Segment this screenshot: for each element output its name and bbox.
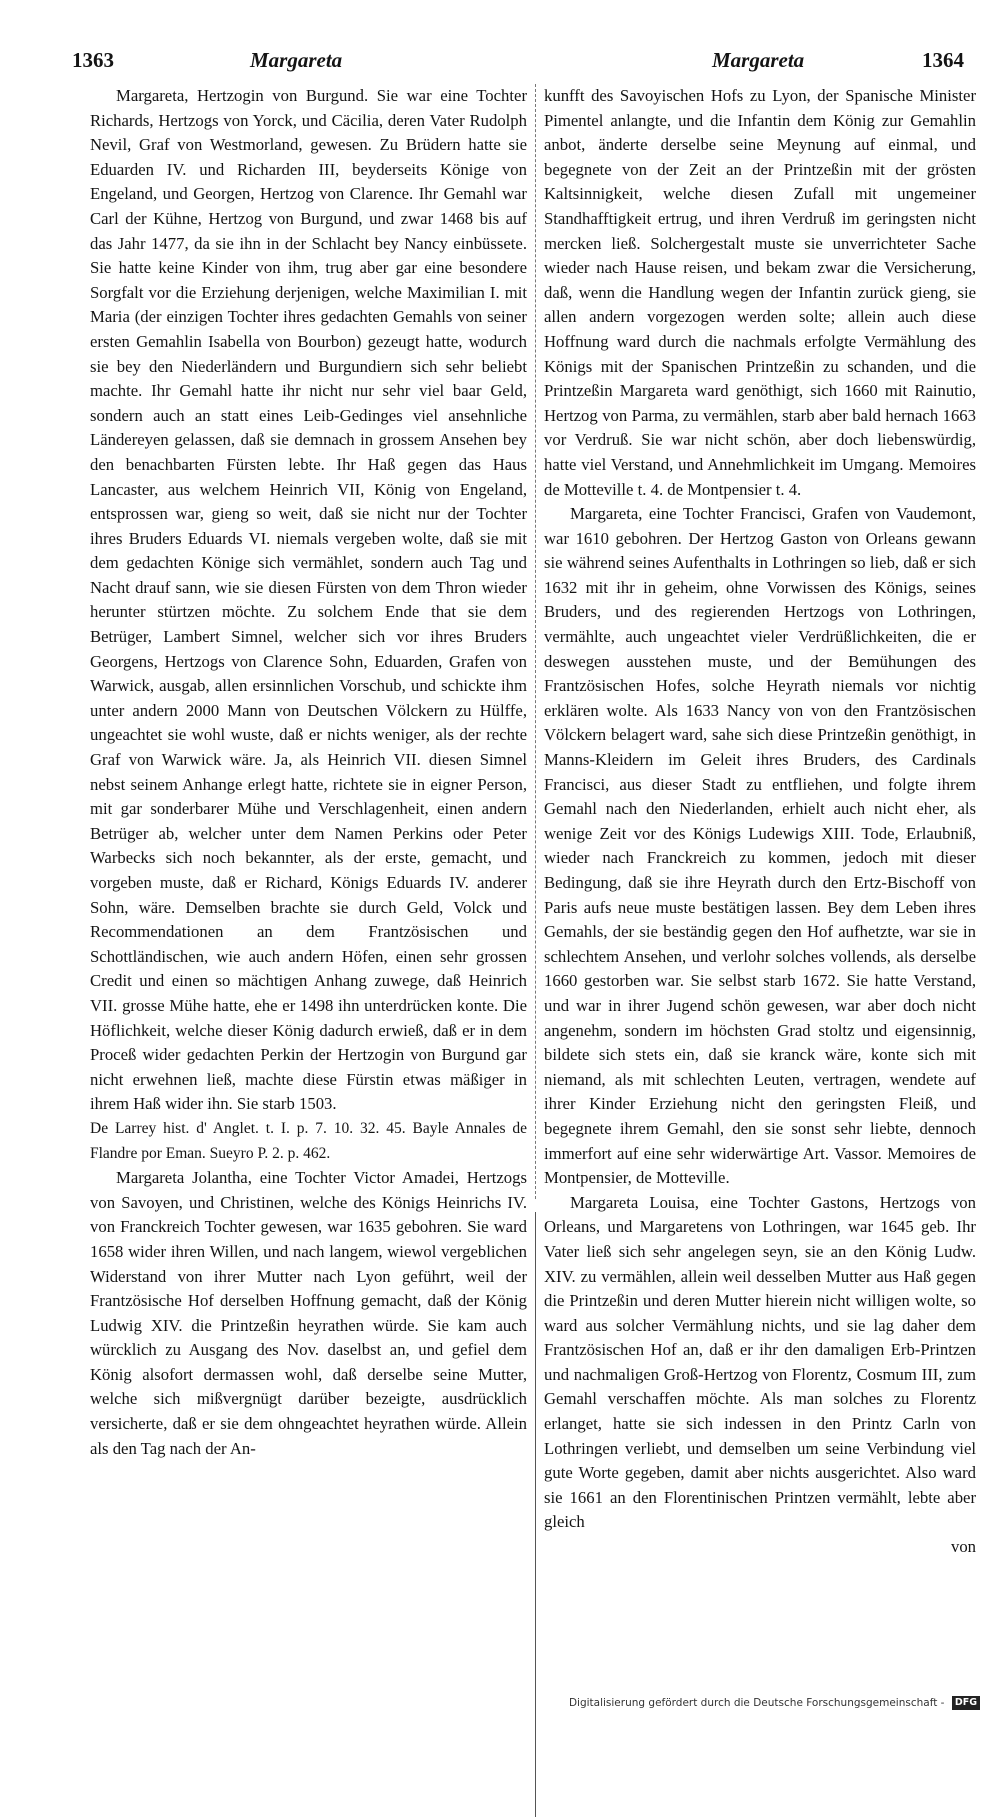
- running-head: [72, 48, 964, 78]
- column-divider: [535, 1212, 536, 1817]
- entry-continuation: kunfft des Savoyischen Hofs zu Lyon, der Spanische Minister Pimentel anlangte, und die Infantin dem König zur Gemahlin anbot, änderte derselbe seine Meynung auf einmal, und begegnete von der Zeit an der Printzeßin mit der grösten Kaltsinnigkeit, welche diesen Zufall mit ungemeiner Standhafftigkeit ertrug, und ihren Verdruß im geringsten nicht mercken ließ. Solchergestalt muste sie unverrichteter Sache wieder nach Hause reisen, und bekam zwar die Versicherung, daß, wenn die Handlung wegen der Infantin zurück gieng, sie allen andern vorgezogen werden solte; allein auch diese Hoffnung ward durch die nachmals erfolgte Vermählung des Königs mit der Spanischen Printzeßin zu schanden, und die Printzeßin Margareta ward genöthigt, sich 1660 mit Rainutio, Hertzog von Parma, zu vermählen, starb aber bald hernach 1663 vor Verdruß. Sie war nicht schön, aber doch liebenswürdig, hatte viel Verstand, und Annehmlichkeit im Umgang. Memoires de Motteville t. 4. de Montpensier t. 4.: [544, 86, 976, 499]
- digitization-footer: [560, 1696, 980, 1714]
- left-page-number: 1363: [72, 48, 114, 72]
- right-column: [544, 84, 976, 1560]
- footer-text: Digitalisierung gefördert durch die Deutsche Forschungsgemeinschaft -: [568, 1697, 945, 1709]
- entry-margareta-vaudemont: Margareta, eine Tochter Francisci, Grafen von Vaudemont, war 1610 gebohren. Der Hertzog Gaston von Orleans gewann sie während seines Aufenthalts in Lothringen so lieb, daß er sich 1632 mit ihr in geheim, ohne Vorwissen des Königs, seines Bruders, und des regierenden Hertzogs von Lothringen, vermählte, auch ungeachtet vieler Verdrüßlichkeiten, die er deswegen ausstehen muste, und der Bemühungen des Frantzösischen Hofes, solche Heyrath niemals vor nichtig erklären wolte. Als 1633 Nancy von von den Frantzösischen Völckern belagert ward, sahe sich diese Printzeßin genöthigt, in Manns-Kleidern im Geleit ihres Bruders, des Cardinals Francisci, aus dieser Stadt zu entfliehen, und folgte ihrem Gemahl nach den Niederlanden, erhielt auch nicht eher, als wenige Zeit vor des Königs Ludewigs XIII. Tode, Erlaubniß, wieder nach Franckreich zu kommen, jedoch mit dieser Bedingung, daß sie ihre Heyrath durch den Ertz-Bischoff von Paris aufs neue muste bestätigen lassen. Bey dem Leben ihres Gemahls, der sie beständig gegen den Hof aufhetzte, war sie in schlechtem Ansehen, und verlohr solches vollends, als derselbe 1660 gestorben war. Sie selbst starb 1672. Sie hatte Verstand, und war in ihrer Jugend schön gewesen, war aber doch nicht angenehm, sondern im höchsten Grad stoltz und eigensinnig, bildete sich stets ein, daß sie kranck wäre, konte sich mit niemand, als mit schlechten Leuten, vertragen, wendete auf ihrer Kinder Erziehung nicht den geringsten Fleiß, und begegnete ihrem Gemahl, den sie sonst sehr liebte, dennoch immerfort auf eine sehr widerwärtige Art. Vassor. Memoires de Montpensier, de Motteville.: [544, 504, 976, 1188]
- entry-source-reference: De Larrey hist. d' Anglet. t. I. p. 7. 10. 32. 45. Bayle Annales de Flandre por Eman. Sueyro P. 2. p. 462.: [90, 1119, 527, 1162]
- catchword: von: [950, 1537, 976, 1557]
- entry-margareta-burgund: Margareta, Hertzogin von Burgund. Sie war eine Tochter Richards, Hertzogs von Yorck, und Cäcilia, deren Vater Rudolph Nevil, Graf von Westmorland, gewesen. Zu Brüdern hatte sie Eduarden IV. und Richarden III, beyderseits Könige von Engeland, und Georgen, Hertzog von Clarence. Ihr Gemahl war Carl der Kühne, Hertzog von Burgund, und zwar 1468 bis auf das Jahr 1477, da sie ihn in der Schlacht bey Nancy einbüssete. Sie hatte keine Kinder von ihm, trug aber gar eine besondere Sorgfalt vor die Erziehung derjenigen, welche Maximilian I. mit Maria (der einzigen Tochter ihres gedachten Gemahls von seiner ersten Gemahlin Isabella von Bourbon) gezeugt hatte, wodurch sie bey den Niederländern und Burgundiern sich sehr beliebt machte. Ihr Gemahl hatte ihr nicht nur sehr viel baar Geld, sondern auch an statt eines Leib-Gedinges viel ansehnliche Ländereyen gelassen, daß sie demnach in grossem Ansehen bey den benachbarten Fürsten lebte. Ihr Haß gegen das Haus Lancaster, aus welchem Heinrich VII, König von Engeland, entsprossen war, gieng so weit, daß sie nicht nur der Tochter ihres Bruders Eduards VI. niemals vergeben wolte, daß sie mit dem gedachten Könige sich vermählet, sondern auch Tag und Nacht drauf sann, wie sie diesen Fürsten von dem Thron wieder herunter stürtzen möchte. Zu solchem Ende that sie dem Betrüger, Lambert Simnel, welcher sich vor ihres Bruders Georgens, Hertzogs von Clarence Sohn, Eduarden, Grafen von Warwick, ausgab, allen ersinnlichen Vorschub, und schickte ihm unter andern 2000 Mann von Deutschen Völckern zu Hülffe, ungeachtet sie wohl wuste, daß er nichts weniger, als der rechte Graf von Warwick wäre. Ja, als Heinrich VII. diesen Simnel nebst seinem Anhange erlegt hatte, richtete sie in eigner Person, mit gar sonderbarer Mühe und Verschlagenheit, einen andern Betrüger ab, welcher unter dem Namen Perkins oder Peter Warbecks sich noch bekannter, als der erste, gemacht, und vorgeben muste, daß er Richard, Königs Eduards IV. anderer Sohn, wäre. Demselben brachte sie durch Geld, Volck und Recommendationen an dem Frantzösischen und Schottländischen, wie auch andern Höfen, einen sehr grossen Credit und einen so mächtigen Anhang zuwege, daß Heinrich VII. grosse Mühe hatte, ehe er 1498 ihn unterdrücken konte. Die Höflichkeit, welche dieser König dadurch erwieß, daß er in dem Proceß wider gedachten Perkin der Hertzogin von Burgund gar nicht erwehnen ließ, machte diese Fürstin etwas mäßiger in ihrem Haß wider ihn. Sie starb 1503.: [90, 86, 527, 1114]
- right-page-number: 1364: [922, 48, 964, 72]
- dfg-logo: DFG: [952, 1696, 980, 1710]
- right-headword: Margareta: [712, 48, 805, 72]
- left-headword: Margareta: [250, 48, 343, 72]
- entry-margareta-jolantha: Margareta Jolantha, eine Tochter Victor Amadei, Hertzogs von Savoyen, und Christinen, welche des Königs Heinrichs IV. von Franckreich Tochter gewesen, war 1635 gebohren. Sie ward 1658 wider ihren Willen, und nach langem, wiewol vergeblichen Widerstand von ihrer Mutter nach Lyon geführt, weil der Frantzösische Hof derselben Hoffnung gemacht, daß der König Ludwig XIV. die Printzeßin heyrathen würde. Sie kam auch würcklich zu Ausgang des Nov. daselbst an, und gefiel dem König alsofort dermassen wohl, daß derselbe seine Mutter, welche sich mißvergnügt darüber bezeigte, ausdrücklich versicherte, daß er sie dem ohngeachtet heyrathen würde. Allein als den Tag nach der An-: [90, 1168, 527, 1458]
- column-divider: [535, 84, 536, 1199]
- left-column: [90, 84, 527, 1461]
- entry-margareta-louisa: Margareta Louisa, eine Tochter Gastons, Hertzogs von Orleans, und Margaretens von Lothringen, war 1645 geb. Ihr Vater ließ sich sehr angelegen seyn, sie an den König Ludw. XIV. zu vermählen, allein weil desselben Mutter aus Haß gegen die Printzeßin und deren Mutter hierein nicht willigen wolte, so ward aus solcher Vermählung nichts, und sie lag daher dem Frantzösischen Hof an, daß er ihr den damaligen Erb-Printzen und nachmaligen Groß-Hertzog von Florentz, Cosmum III, zum Gemahl verschaffen möchte. Als man solches zu Florentz erlanget, hatte sie sich indessen in den Printz Carln von Lothringen verliebt, und demselben um seine Verbindung viel gute Worte gegeben, damit aber nichts ausgerichtet. Also ward sie 1661 an den Florentinischen Printzen vermählt, lebte aber gleich: [544, 1192, 976, 1532]
